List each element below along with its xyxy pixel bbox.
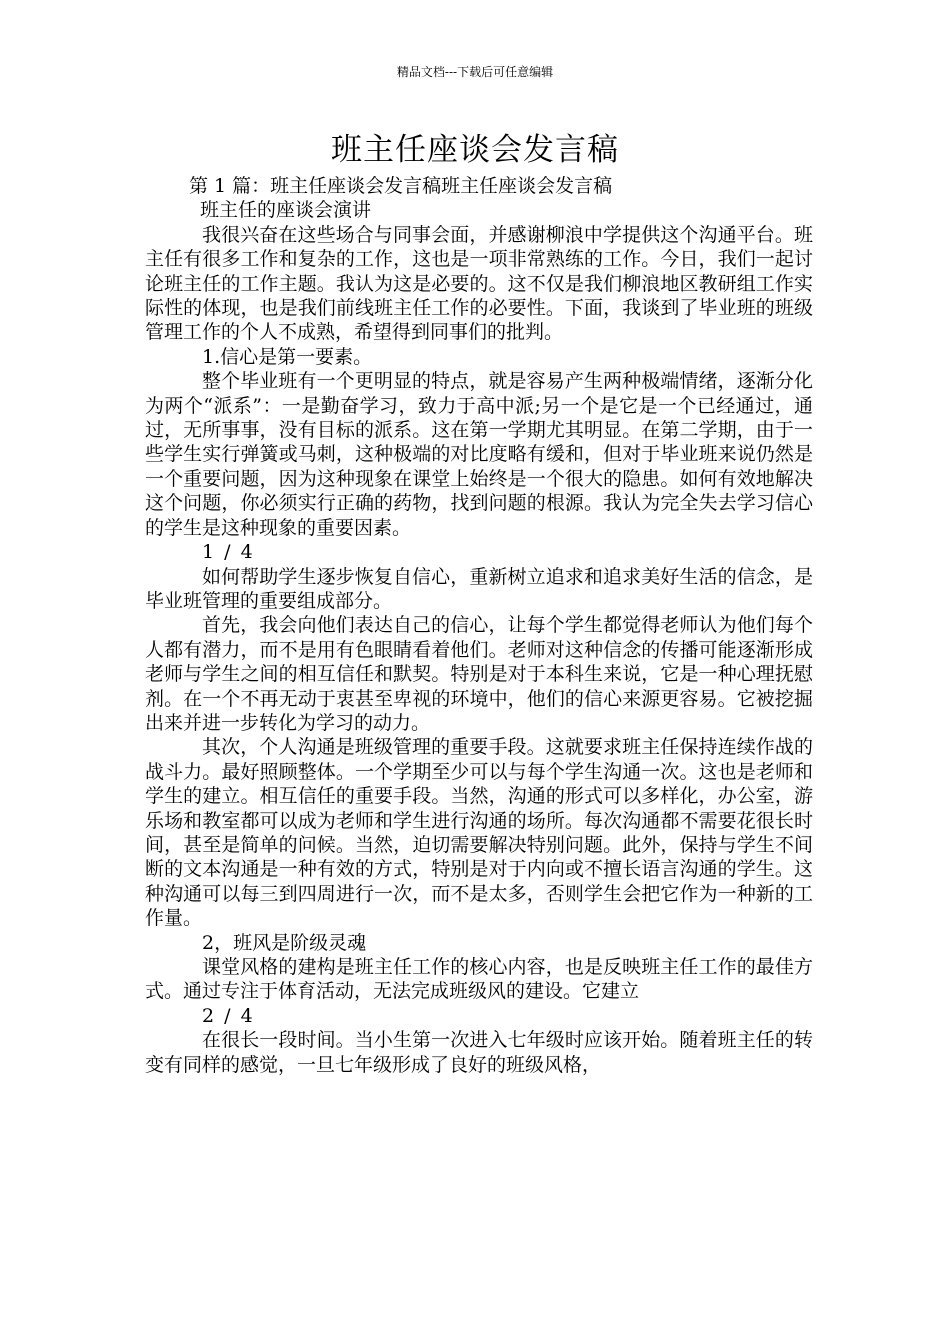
paragraph: 课堂风格的建构是班主任工作的核心内容，也是反映班主任工作的最佳方式。通过专注于体育活动，无法完成班级风的建设。它建立 [145,956,813,1003]
document-title: 班主任座谈会发言稿 [331,132,619,168]
paragraph: 首先，我会向他们表达自己的信心，让每个学生都觉得老师认为他们每个人都有潜力，而不是用有色眼睛看着他们。老师对这种信念的传播可能逐渐形成老师与学生之间的相互信任和默契。特别是对于本科生来说，它是一种心理抚慰剂。在一个不再无动于衷甚至卑视的环境中，他们的信心来源更容易。它被挖掘出来并进一步转化为学习的动力。 [145,614,813,734]
paragraph: 整个毕业班有一个更明显的特点，就是容易产生两种极端情绪，逐渐分化为两个“派系”：一是勤奋学习，致力于高中派;另一个是它是一个已经通过，通过，无所事事，没有目标的派系。这在第一学期尤其明显。在第二学期，由于一些学生实行弹簧或马刺，这种极端的对比度略有缓和，但对于毕业班来说仍然是一个重要问题，因为这种现象在课堂上始终是一个很大的隐患。如何有效地解决这个问题，你必须实行正确的药物，找到问题的根源。我认为完全失去学习信心的学生是这种现象的重要因素。 [145,370,813,539]
document-body [145,174,813,1077]
paragraph: 我很兴奋在这些场合与同事会面，并感谢柳浪中学提供这个沟通平台。班主任有很多工作和复杂的工作，这也是一项非常熟练的工作。今日，我们一起讨论班主任的工作主题。我认为这是必要的。这不仅是我们柳浪地区教研组工作实际性的体现，也是我们前线班主任工作的必要性。下面，我谈到了毕业班的班级管理工作的个人不成熟，希望得到同事们的批判。 [145,223,813,344]
section-heading: 1.信心是第一要素。 [202,345,373,368]
page-number: 2 / 4 [202,1004,255,1027]
paragraph: 其次，个人沟通是班级管理的重要手段。这就要求班主任保持连续作战的战斗力。最好照顾整体。一个学期至少可以与每个学生沟通一次。这也是老师和学生的建立。相互信任的重要手段。当然，沟通的形式可以多样化，办公室，游乐场和教室都可以成为老师和学生进行沟通的场所。每次沟通都不需要花很长时间，甚至是简单的问候。当然，迫切需要解决特别问题。此外，保持与学生不间断的文本沟通是一种有效的方式，特别是对于内向或不擅长语言沟通的学生。这种沟通可以每三到四周进行一次，而不是太多，否则学生会把它作为一种新的工作量。 [145,736,813,930]
paragraph: 在很长一段时间。当小生第一次进入七年级时应该开始。随着班主任的转变有同样的感觉，一旦七年级形成了良好的班级风格， [145,1029,813,1076]
subheading: 班主任的座谈会演讲 [200,199,372,222]
page-number: 1 / 4 [202,541,255,564]
section-heading: 2，班风是阶级灵魂 [202,931,367,954]
subheading: 第 1 篇：班主任座谈会发言稿班主任座谈会发言稿 [189,175,613,197]
page-header: 精品文档---下载后可任意编辑 [396,65,554,79]
paragraph: 如何帮助学生逐步恢复自信心，重新树立追求和追求美好生活的信念，是毕业班管理的重要组成部分。 [145,565,813,612]
